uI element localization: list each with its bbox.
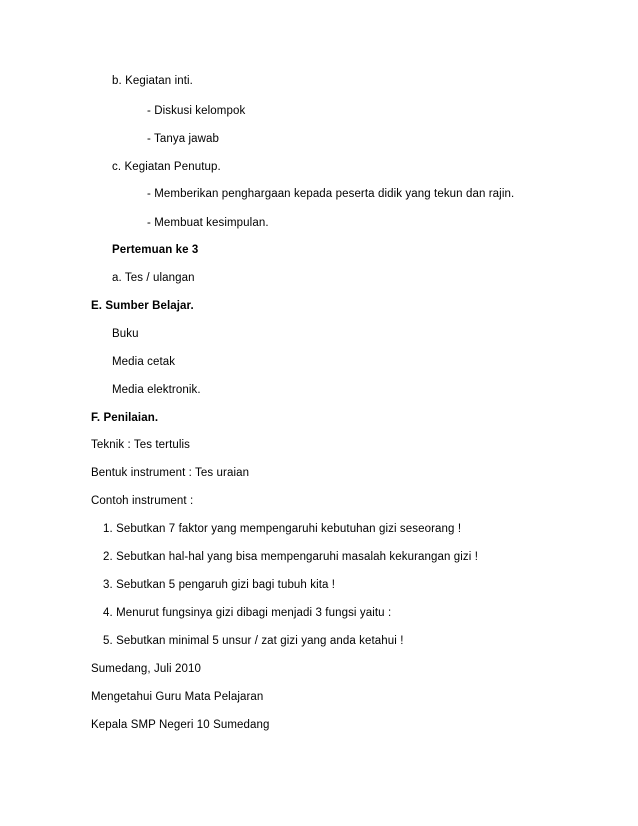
pertemuan-heading: Pertemuan ke 3 (112, 244, 199, 256)
kegiatan-penutup-item: - Memberikan penghargaan kepada peserta didik yang tekun dan rajin. (147, 188, 515, 200)
sumber-belajar-item: Buku (112, 328, 139, 340)
question-item: 4. Menurut fungsinya gizi dibagi menjadi 3 fungsi yaitu : (103, 607, 392, 619)
penilaian-teknik: Teknik : Tes tertulis (91, 439, 191, 451)
sumber-belajar-item: Media elektronik. (112, 384, 201, 396)
signature-kepala: Kepala SMP Negeri 10 Sumedang (91, 719, 270, 731)
question-item: 5. Sebutkan minimal 5 unsur / zat gizi yang anda ketahui ! (103, 635, 404, 647)
kegiatan-penutup-item: - Membuat kesimpulan. (147, 217, 269, 229)
penilaian-bentuk: Bentuk instrument : Tes uraian (91, 467, 250, 479)
sumber-belajar-item: Media cetak (112, 356, 176, 368)
question-item: 1. Sebutkan 7 faktor yang mempengaruhi kebutuhan gizi seseorang ! (103, 523, 462, 535)
kegiatan-inti-item: - Tanya jawab (147, 133, 220, 145)
sumber-belajar-heading: E. Sumber Belajar. (91, 300, 194, 312)
penilaian-heading: F. Penilaian. (91, 412, 159, 424)
question-item: 3. Sebutkan 5 pengaruh gizi bagi tubuh kita ! (103, 579, 336, 591)
question-item: 2. Sebutkan hal-hal yang bisa mempengaruhi masalah kekurangan gizi ! (103, 551, 479, 563)
kegiatan-inti-item: - Diskusi kelompok (147, 105, 246, 117)
kegiatan-inti-label: b. Kegiatan inti. (112, 75, 193, 87)
signature-place-date: Sumedang, Juli 2010 (91, 663, 201, 675)
pertemuan-item: a. Tes / ulangan (112, 272, 195, 284)
penilaian-contoh: Contoh instrument : (91, 495, 194, 507)
signature-mengetahui: Mengetahui Guru Mata Pelajaran (91, 691, 264, 703)
kegiatan-penutup-label: c. Kegiatan Penutup. (112, 161, 221, 173)
